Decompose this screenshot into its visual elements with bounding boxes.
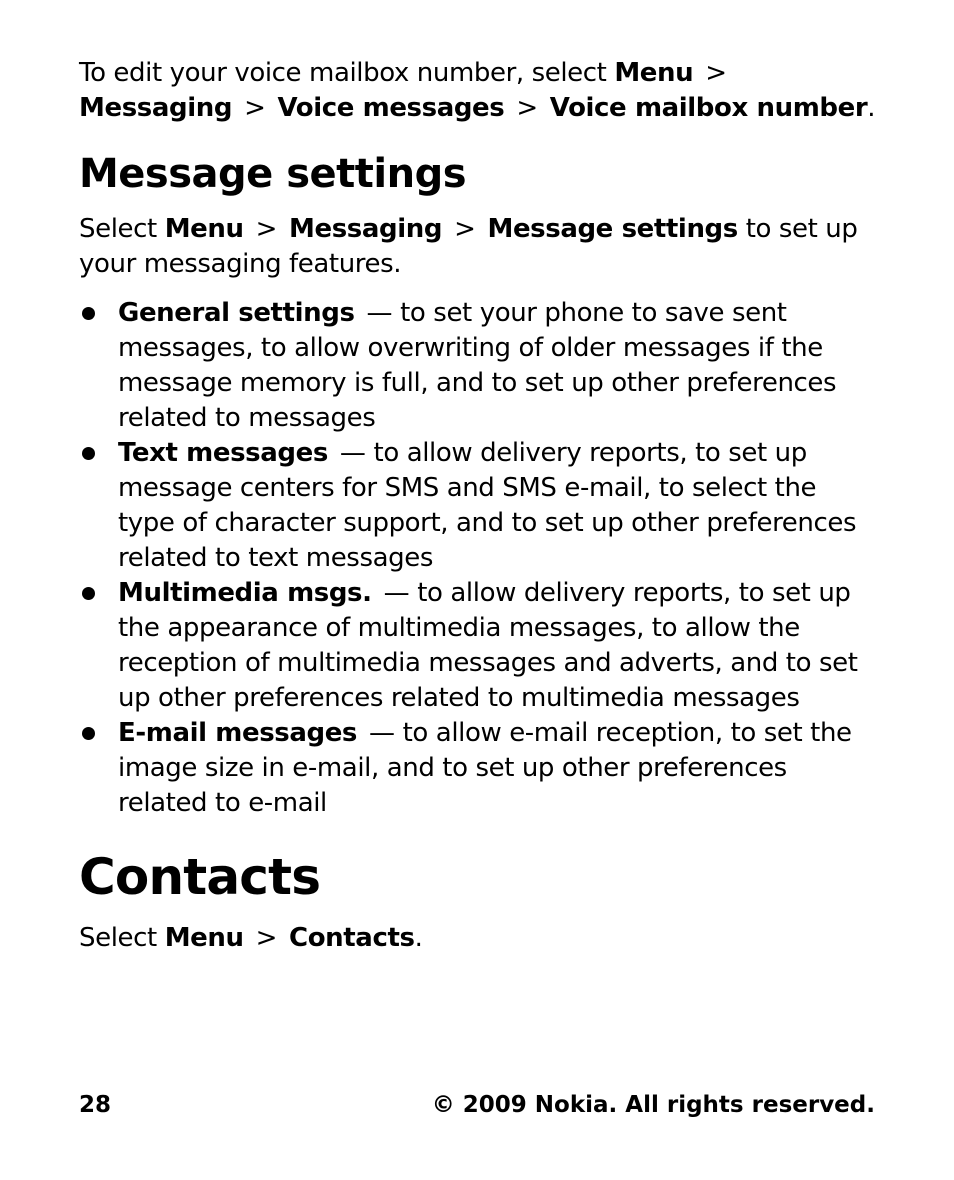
bullet-icon	[82, 447, 95, 460]
contacts-period: .	[414, 923, 423, 953]
path-separator: >	[705, 58, 727, 88]
list-item-general-settings	[79, 296, 879, 436]
copyright-notice: © 2009 Nokia. All rights reserved.	[431, 1092, 875, 1118]
path-separator: >	[255, 214, 278, 244]
voice-mailbox-paragraph	[79, 56, 879, 126]
contacts-heading: Contacts	[79, 848, 321, 906]
item-dash: —	[339, 438, 366, 468]
item-term: E-mail messages	[118, 718, 358, 748]
select-text: Select	[79, 923, 165, 953]
page-footer	[79, 1090, 875, 1120]
item-description: to allow delivery reports, to set up message centers for SMS and SMS e-mail, to select the type of character support, and to set up other preferences related to text messages	[118, 438, 857, 573]
path-messaging: Messaging	[289, 214, 443, 244]
message-settings-paragraph	[79, 212, 879, 282]
contacts-paragraph	[79, 921, 879, 956]
manual-page	[79, 56, 879, 956]
path-menu: Menu	[164, 214, 244, 244]
message-settings-heading: Message settings	[79, 151, 467, 197]
item-dash: —	[369, 718, 395, 748]
item-term: General settings	[118, 298, 355, 328]
path-voice-messages: Voice messages	[277, 93, 505, 123]
path-menu: Menu	[614, 58, 694, 88]
path-separator: >	[244, 93, 266, 123]
path-voice-mailbox-number: Voice mailbox number	[549, 93, 868, 123]
item-description: to allow e-mail reception, to set the image size in e-mail, and to set up other preferences related to e-mail	[118, 718, 852, 818]
select-text: Select	[79, 214, 165, 244]
bullet-icon	[82, 727, 95, 740]
intro-text: To edit your voice mailbox number, select	[79, 58, 615, 88]
path-messaging: Messaging	[79, 93, 233, 123]
path-separator: >	[454, 214, 476, 244]
item-dash: —	[366, 298, 393, 328]
list-item-email-messages	[79, 716, 879, 821]
path-contacts: Contacts	[289, 923, 415, 953]
list-item-text-messages	[79, 436, 879, 576]
path-menu: Menu	[164, 923, 244, 953]
settings-trail-text: to set up your messaging features.	[79, 214, 858, 279]
list-item-multimedia-msgs	[79, 576, 879, 716]
item-dash: —	[383, 578, 410, 608]
item-description: to allow delivery reports, to set up the appearance of multimedia messages, to allow the reception of multimedia messages and adverts, and to set up other preferences related to multimedia messages	[118, 578, 858, 713]
page-number: 28	[79, 1092, 112, 1118]
bullet-icon	[82, 587, 95, 600]
bullet-icon	[82, 307, 95, 320]
item-term: Multimedia msgs.	[118, 578, 372, 608]
path-message-settings: Message settings	[487, 214, 738, 244]
item-description: to set your phone to save sent messages, to allow overwriting of older messages if the message memory is full, and to set up other preferences related to messages	[118, 298, 837, 433]
item-term: Text messages	[118, 438, 328, 468]
intro-period: .	[867, 93, 876, 123]
settings-list	[79, 296, 879, 821]
path-separator: >	[255, 923, 278, 953]
path-separator: >	[516, 93, 538, 123]
